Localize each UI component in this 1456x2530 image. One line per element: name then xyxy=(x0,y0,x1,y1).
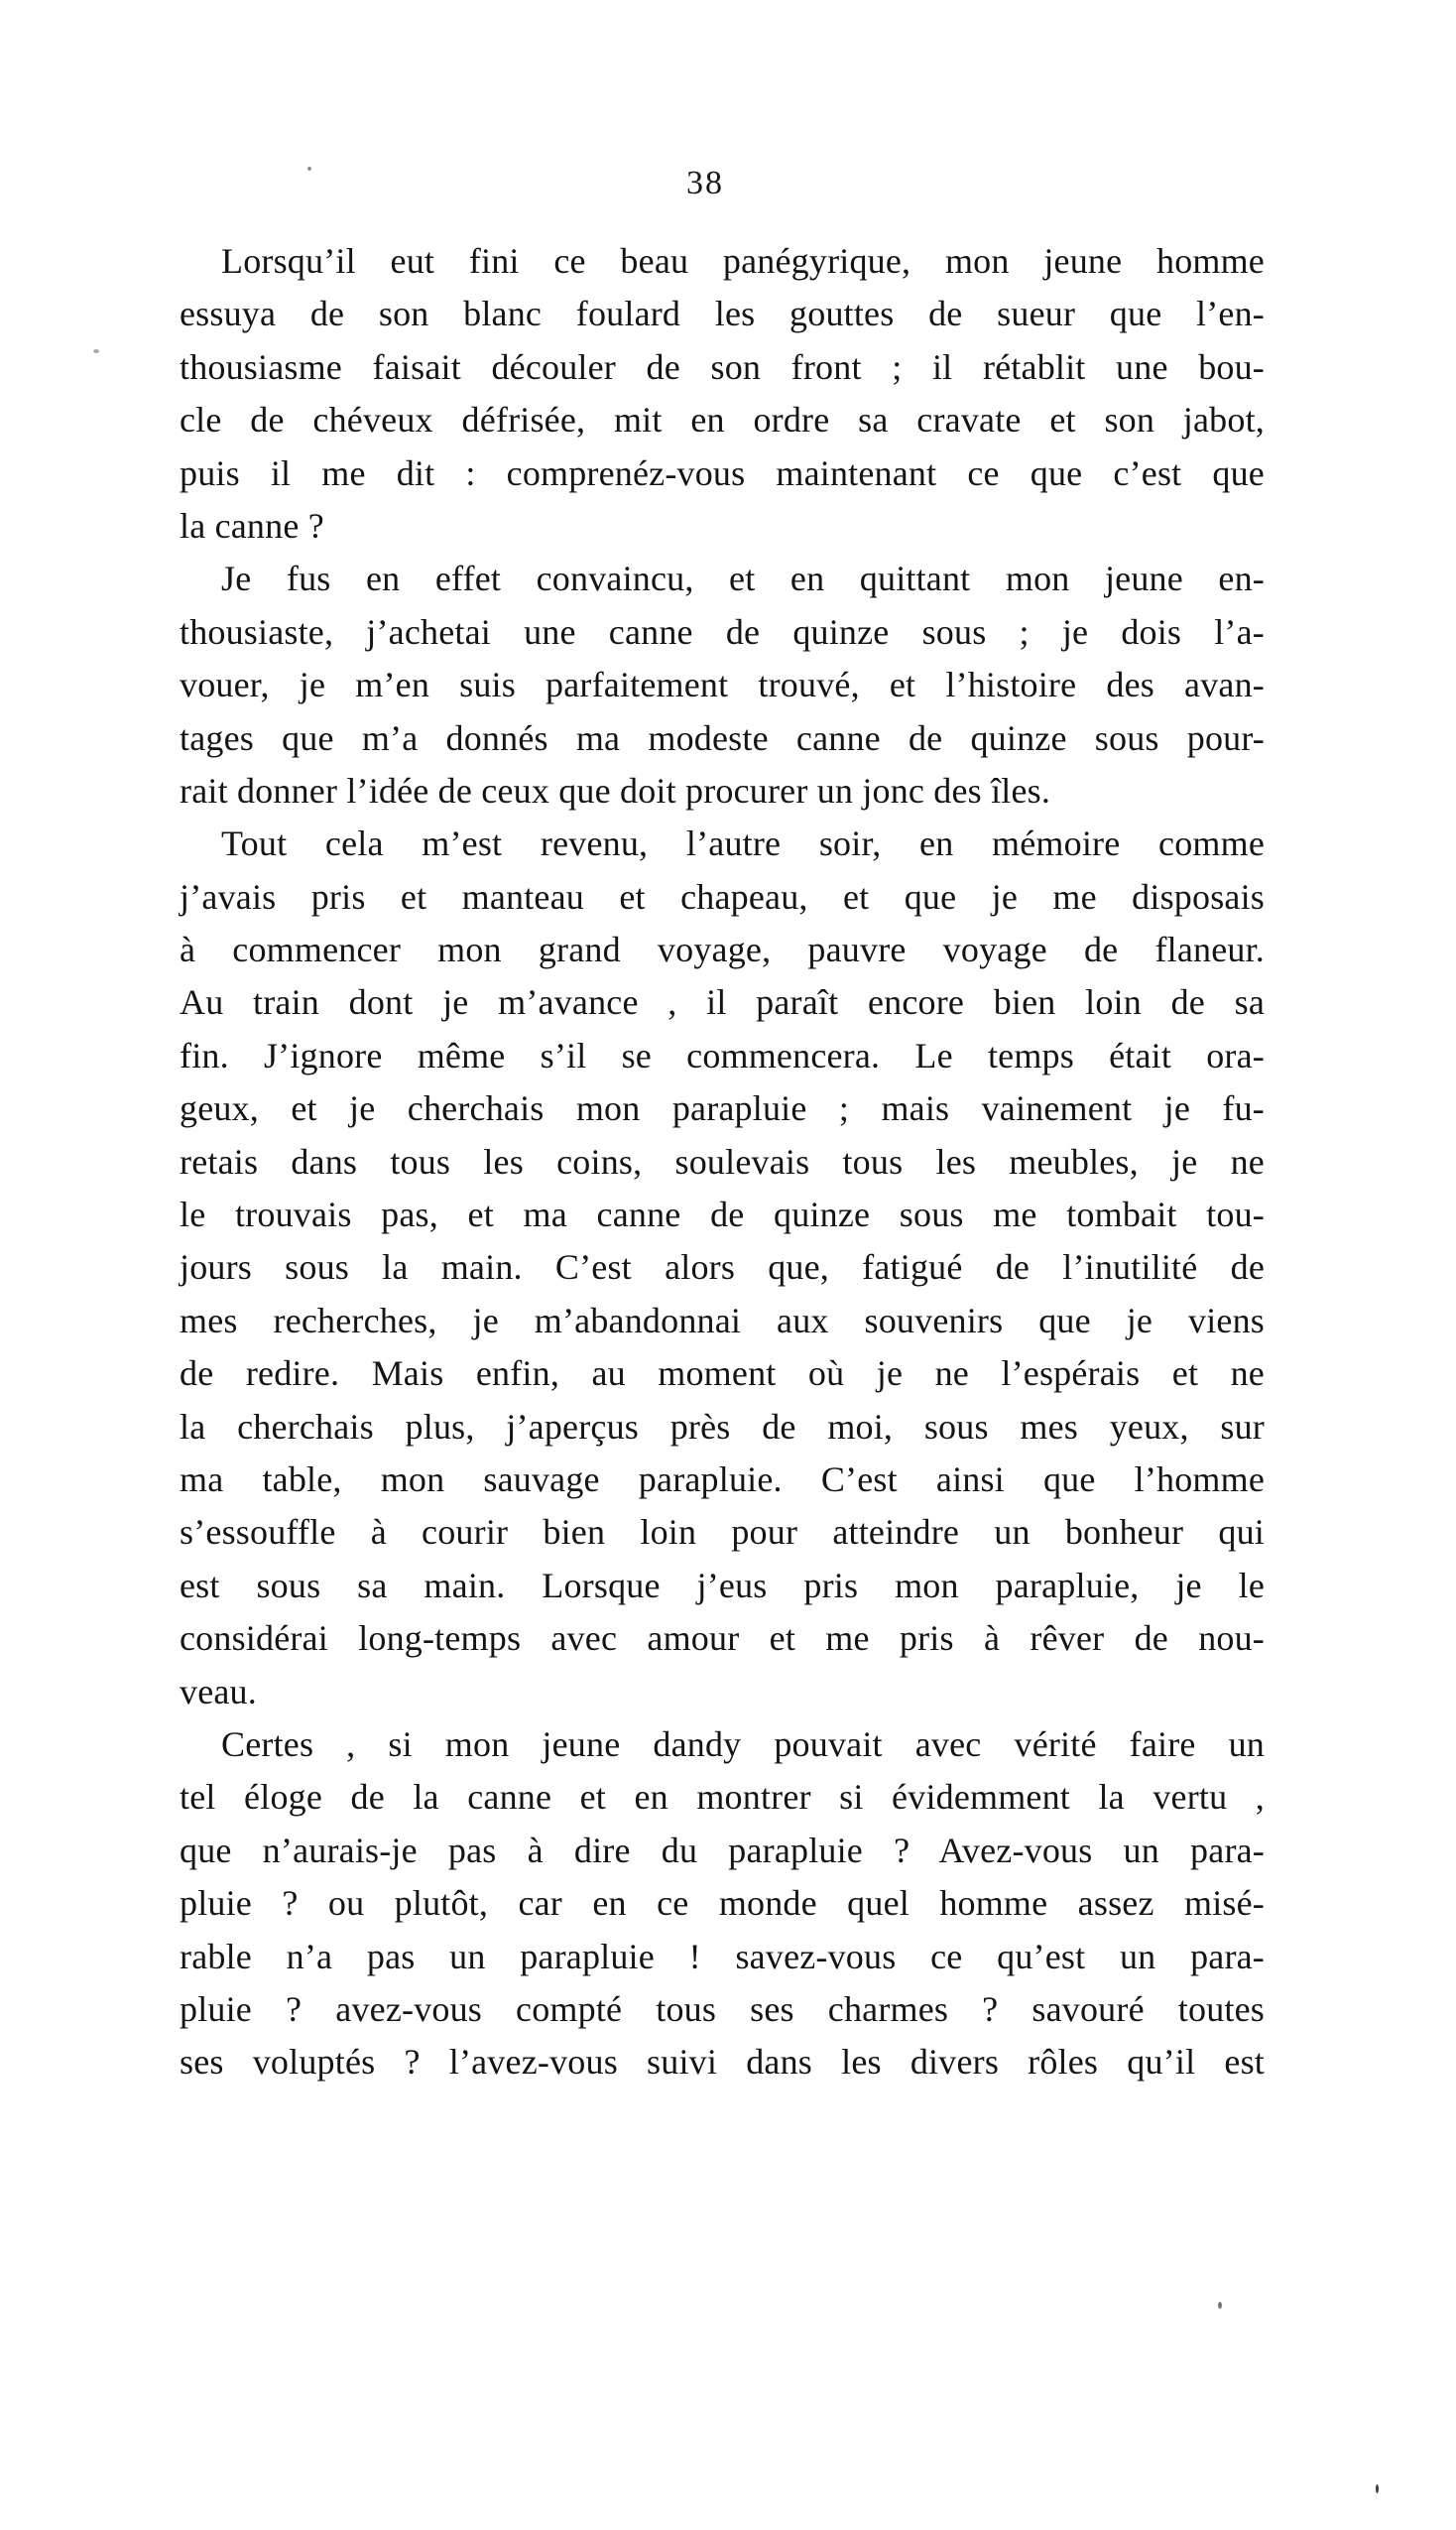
scan-speck xyxy=(93,349,99,353)
text-line: jours sous la main. C’est alors que, fatigué de l’inutilité de xyxy=(180,1247,1265,1288)
text-line: Certes , si mon jeune dandy pouvait avec vérité faire un xyxy=(221,1723,1265,1764)
text-line: est sous sa main. Lorsque j’eus pris mon parapluie, je le xyxy=(180,1565,1265,1605)
text-line: geux, et je cherchais mon parapluie ; mais vainement je fu- xyxy=(180,1088,1265,1129)
text-line: tel éloge de la canne et en montrer si évidemment la vertu , xyxy=(180,1777,1265,1818)
text-line: tages que m’a donnés ma modeste canne de quinze sous pour- xyxy=(180,717,1265,758)
text-line: Lorsqu’il eut fini ce beau panégyrique, mon jeune homme xyxy=(221,241,1265,281)
scan-speck xyxy=(307,167,311,171)
text-line: que n’aurais-je pas à dire du parapluie ? Avez-vous un para- xyxy=(180,1830,1265,1870)
text-line: à commencer mon grand voyage, pauvre voyage de flaneur. xyxy=(180,930,1265,970)
text-line: Au train dont je m’avance , il paraît encore bien loin de sa xyxy=(180,982,1265,1023)
paragraph xyxy=(180,553,1265,818)
paragraph xyxy=(180,235,1265,553)
text-line: thousiasme faisait découler de son front ; il rétablit une bou- xyxy=(180,346,1265,387)
text-line: considérai long-temps avec amour et me pris à rêver de nou- xyxy=(180,1618,1265,1659)
text-line: thousiaste, j’achetai une canne de quinze sous ; je dois l’a- xyxy=(180,611,1265,652)
scan-speck xyxy=(1376,2484,1379,2493)
paragraph xyxy=(180,818,1265,1718)
text-line: Tout cela m’est revenu, l’autre soir, en mémoire comme xyxy=(221,823,1265,864)
text-line: pluie ? avez-vous compté tous ses charmes ? savouré toutes xyxy=(180,1988,1265,2029)
paragraph xyxy=(180,1718,1265,2089)
text-line: rable n’a pas un parapluie ! savez-vous ce qu’est un para- xyxy=(180,1936,1265,1976)
text-line: cle de chéveux défrisée, mit en ordre sa cravate et son jabot, xyxy=(180,400,1265,441)
text-line: de redire. Mais enfin, au moment où je ne l’espérais et ne xyxy=(180,1353,1265,1394)
text-line: vouer, je m’en suis parfaitement trouvé, et l’histoire des avan- xyxy=(180,665,1265,705)
text-line: le trouvais pas, et ma canne de quinze sous me tombait tou- xyxy=(180,1195,1265,1235)
text-line: veau. xyxy=(180,1671,257,1711)
text-line: pluie ? ou plutôt, car en ce monde quel homme assez misé- xyxy=(180,1883,1265,1924)
text-line: mes recherches, je m’abandonnai aux souvenirs que je viens xyxy=(180,1300,1265,1340)
scan-speck xyxy=(1218,2302,1222,2309)
text-line: j’avais pris et manteau et chapeau, et que je me disposais xyxy=(180,876,1265,917)
page-text-block xyxy=(180,235,1265,2089)
text-line: ma table, mon sauvage parapluie. C’est ainsi que l’homme xyxy=(180,1458,1265,1499)
text-line: Je fus en effet convaincu, et en quittant mon jeune en- xyxy=(221,559,1265,599)
text-line: ses voluptés ? l’avez-vous suivi dans les divers rôles qu’il est xyxy=(180,2042,1265,2083)
text-line: retais dans tous les coins, soulevais tous les meubles, je ne xyxy=(180,1141,1265,1182)
text-line: s’essouffle à courir bien loin pour atteindre un bonheur qui xyxy=(180,1512,1265,1553)
text-line: fin. J’ignore même s’il se commencera. Le temps était ora- xyxy=(180,1035,1265,1075)
text-line: rait donner l’idée de ceux que doit procurer un jonc des îles. xyxy=(180,770,1051,811)
text-line: la cherchais plus, j’aperçus près de moi, sous mes yeux, sur xyxy=(180,1406,1265,1447)
page-number: 38 xyxy=(686,165,724,201)
text-line: la canne ? xyxy=(180,505,324,546)
text-line: essuya de son blanc foulard les gouttes de sueur que l’en- xyxy=(180,294,1265,334)
text-line: puis il me dit : comprenéz-vous maintenant ce que c’est que xyxy=(180,452,1265,493)
